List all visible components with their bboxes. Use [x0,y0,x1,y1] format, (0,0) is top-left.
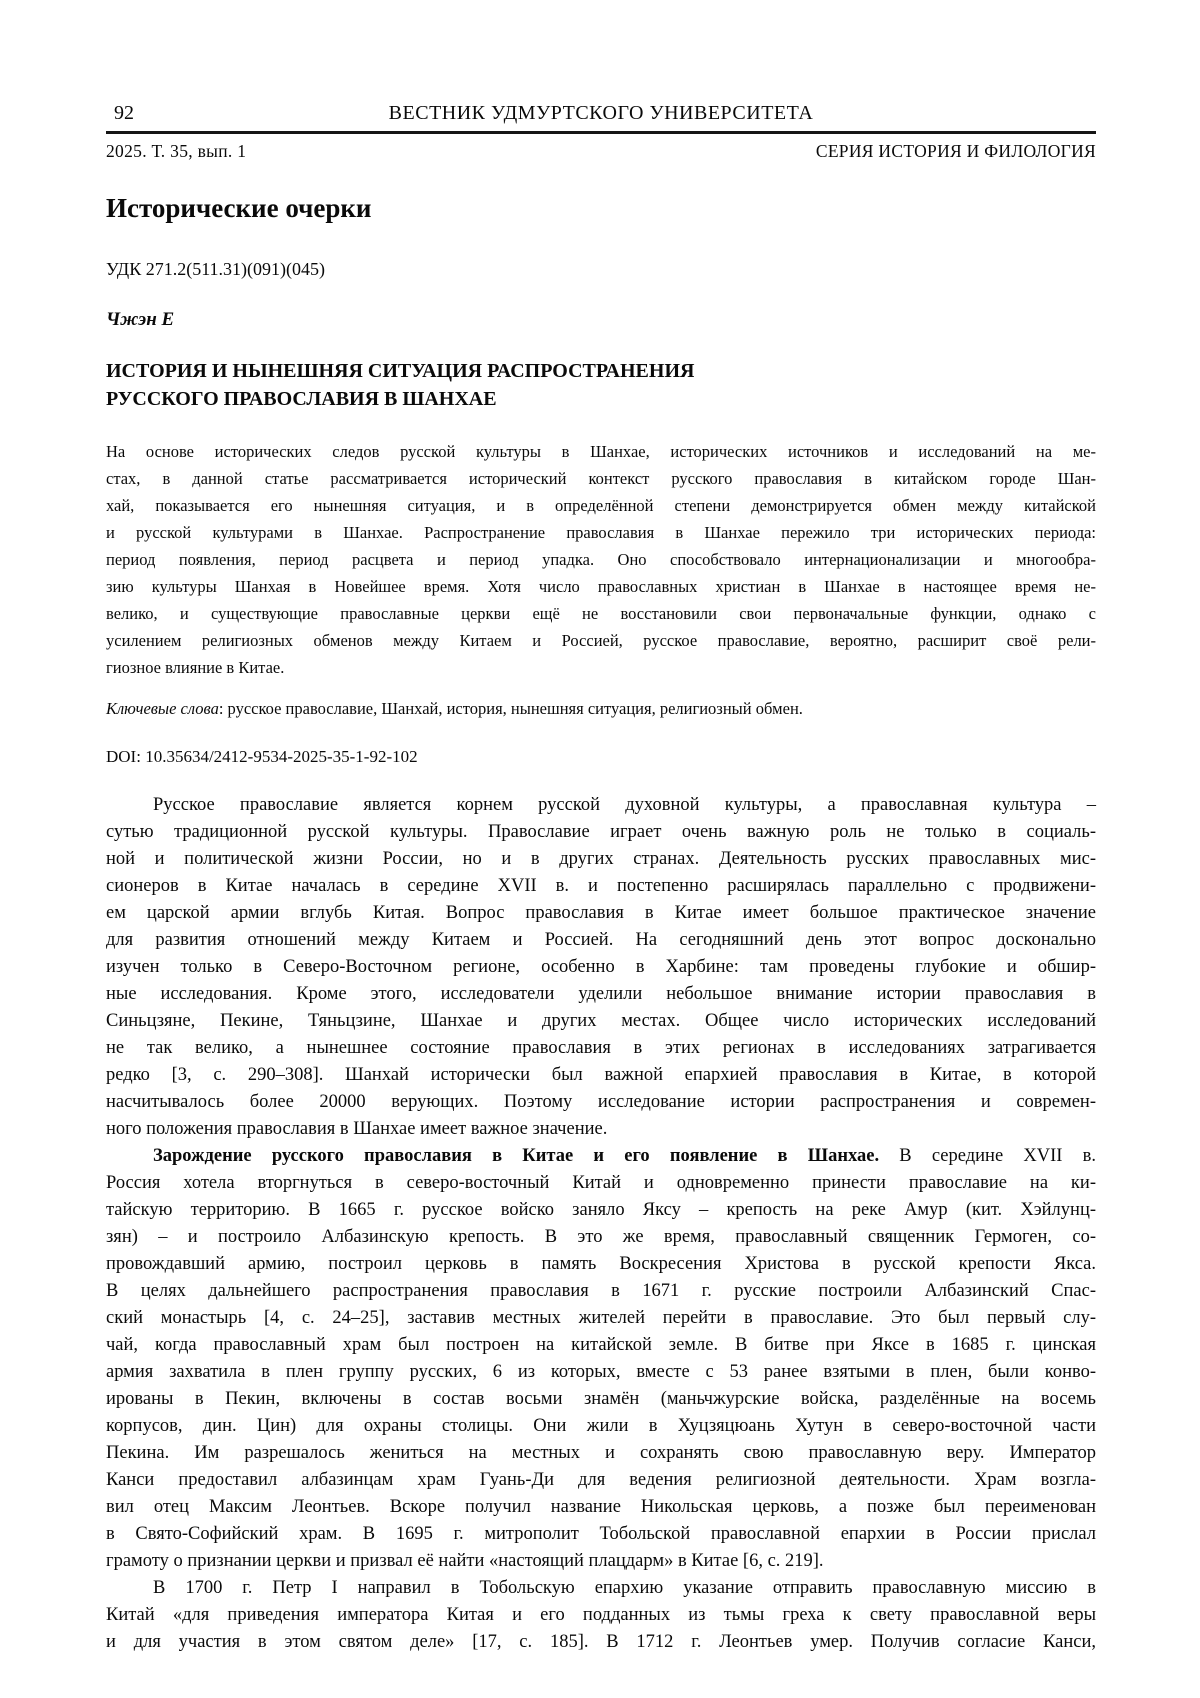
text-line: Зарождение русского православия в Китае и его появление в Шанхае. В середине XVII в. [153,1146,1097,1166]
text-line: и русской культурами в Шанхае. Распространение православия в Шанхае пережило три исторических периода: [106,523,1096,542]
text-line: сутью традиционной русской культуры. Православие играет очень важную роль не только в социаль- [106,822,1096,842]
keywords-text: : русское православие, Шанхай, история, нынешняя ситуация, религиозный обмен. [218,699,803,718]
page-number: 92 [114,102,134,124]
text-line: зию культуры Шанхая в Новейшее время. Хотя число православных христиан в Шанхае в настоящее время не- [106,577,1096,596]
text-line: стах, в данной статье рассматривается исторический контекст русского православия в китайском городе Шан- [106,469,1096,488]
text-line: сионеров в Китае началась в середине XVII в. и постепенно расширялась параллельно с продвижени- [106,876,1096,896]
text-line: велико, и существующие православные церкви ещё не восстановили свои первоначальные функции, однако с [106,604,1096,623]
keywords-line [106,695,1096,722]
text-line: зян) – и построило Албазинскую крепость. В это же время, православный священник Гермоген, со- [106,1227,1096,1247]
text-line: ного положения православия в Шанхае имеет важное значение. [106,1119,608,1139]
body-paragraph [106,1575,1096,1656]
text-line: В целях дальнейшего распространения православия в 1671 г. русские построили Албазинский Спас- [106,1281,1096,1301]
text-line: редко [3, с. 290–308]. Шанхай исторически был важной епархией православия в Китае, в которой [106,1065,1096,1085]
text-line: корпусов, дин. Цин) для охраны столицы. Они жили в Хуцзяцюань Хутун в северо-восточной части [106,1416,1096,1436]
author-name: Чжэн Е [106,309,175,330]
doi-line: DOI: 10.35634/2412-9534-2025-35-1-92-102 [106,747,418,766]
article-body [106,792,1096,1656]
body-paragraph [106,1143,1096,1575]
text-line: провождавший армию, построил церковь в память Воскресения Христова в русской крепости Якса. [106,1254,1096,1274]
header-divider [106,131,1096,134]
text-line: гиозное влияние в Китае. [106,658,285,677]
text-line: грамоту о признании церкви и призвал её найти «настоящий плацдарм» в Китае [6, с. 219]. [106,1551,824,1571]
running-head-subline [106,140,1096,162]
text-line: В 1700 г. Петр I направил в Тобольскую епархию указание отправить православную миссию в [153,1578,1096,1598]
text-line: ем царской армии вглубь Китая. Вопрос православия в Китае имеет большое практическое значение [106,903,1096,923]
body-paragraph [106,792,1096,1143]
text-line: период появления, период расцвета и период упадка. Оно способствовало интернационализации и многообра- [106,550,1096,569]
running-head [106,100,1096,126]
article-title-line-1: ИСТОРИЯ И НЫНЕШНЯЯ СИТУАЦИЯ РАСПРОСТРАНЕНИЯ [106,360,695,382]
text-line: чай, когда православный храм был построен на китайской земле. В битве при Яксе в 1685 г. цинская [106,1335,1096,1355]
text-line: ированы в Пекин, включены в состав восьми знамён (маньчжурские войска, разделённые на восемь [106,1389,1096,1409]
text-line: Русское православие является корнем русской духовной культуры, а православная культура – [153,795,1096,815]
text-line: усилением религиозных обменов между Китаем и Россией, русское православие, вероятно, расширит своё рели- [106,631,1096,650]
text-line: ные исследования. Кроме этого, исследователи уделили небольшое внимание истории православия в [106,984,1096,1004]
abstract [106,438,1096,681]
article-title-line-2: РУССКОГО ПРАВОСЛАВИЯ В ШАНХАЕ [106,388,497,410]
text-line: Пекина. Им разрешалось жениться на местных и сохранять свою православную веру. Император [106,1443,1096,1463]
journal-title: ВЕСТНИК УДМУРТСКОГО УНИВЕРСИТЕТА [388,102,814,124]
text-line: Синьцзяне, Пекине, Тяньцзине, Шанхае и других местах. Общее число исторических исследований [106,1011,1096,1031]
udc-number: УДК 271.2(511.31)(091)(045) [106,259,326,279]
text-line: Россия хотела вторгнуться в северо-восточный Китай и одновременно принести православие на ки- [106,1173,1096,1193]
text-line: для развития отношений между Китаем и Россией. На сегодняшний день этот вопрос досконально [106,930,1096,950]
text-line: хай, показывается его нынешняя ситуация, и в определённой степени демонстрируется обмен между китайской [106,496,1096,515]
issue-info: 2025. Т. 35, вып. 1 [106,141,247,161]
series-info: СЕРИЯ ИСТОРИЯ И ФИЛОЛОГИЯ [815,141,1096,161]
text-line: не так велико, а нынешнее состояние православия в этих регионах в исследованиях затрагивается [106,1038,1096,1058]
text-line: тайскую территорию. В 1665 г. русское войско заняло Яксу – крепость на реке Амур (кит. Хэйлунц- [106,1200,1096,1220]
article-title [106,357,1096,413]
text-line: Канси предоставил албазинцам храм Гуань-Ди для ведения религиозной деятельности. Храм возгла- [106,1470,1096,1490]
text-line: ной и политической жизни России, но и в других странах. Деятельность русских православных мис- [106,849,1096,869]
text-line: в Свято-Софийский храм. В 1695 г. митрополит Тобольской православной епархии в России прислал [106,1524,1096,1544]
text-line: насчитывалось более 20000 верующих. Поэтому исследование истории распространения и современ- [106,1092,1096,1112]
text-line: ский монастырь [4, с. 24–25], заставив местных жителей перейти в православие. Это был первый слу- [106,1308,1096,1328]
text-line: На основе исторических следов русской культуры в Шанхае, исторических источников и исследований на ме- [106,442,1096,461]
text-line: вил отец Максим Леонтьев. Вскоре получил название Никольская церковь, а позже был переименован [106,1497,1096,1517]
keywords-label: Ключевые слова [106,699,219,718]
text-line: Китай «для приведения императора Китая и его подданных из тьмы греха к свету православной веры [106,1605,1096,1625]
section-heading: Исторические очерки [106,193,372,223]
text-line: и для участия в этом святом деле» [17, с. 185]. В 1712 г. Леонтьев умер. Получив согласие Канси, [106,1632,1096,1652]
run-in-heading: Зарождение русского православия в Китае и его появление в Шанхае. [153,1146,880,1166]
text-line: изучен только в Северо-Восточном регионе, особенно в Харбине: там проведены глубокие и обшир- [106,957,1096,977]
text-line: армия захватила в плен группу русских, 6 из которых, вместе с 53 ранее взятыми в плен, были конво- [106,1362,1096,1382]
